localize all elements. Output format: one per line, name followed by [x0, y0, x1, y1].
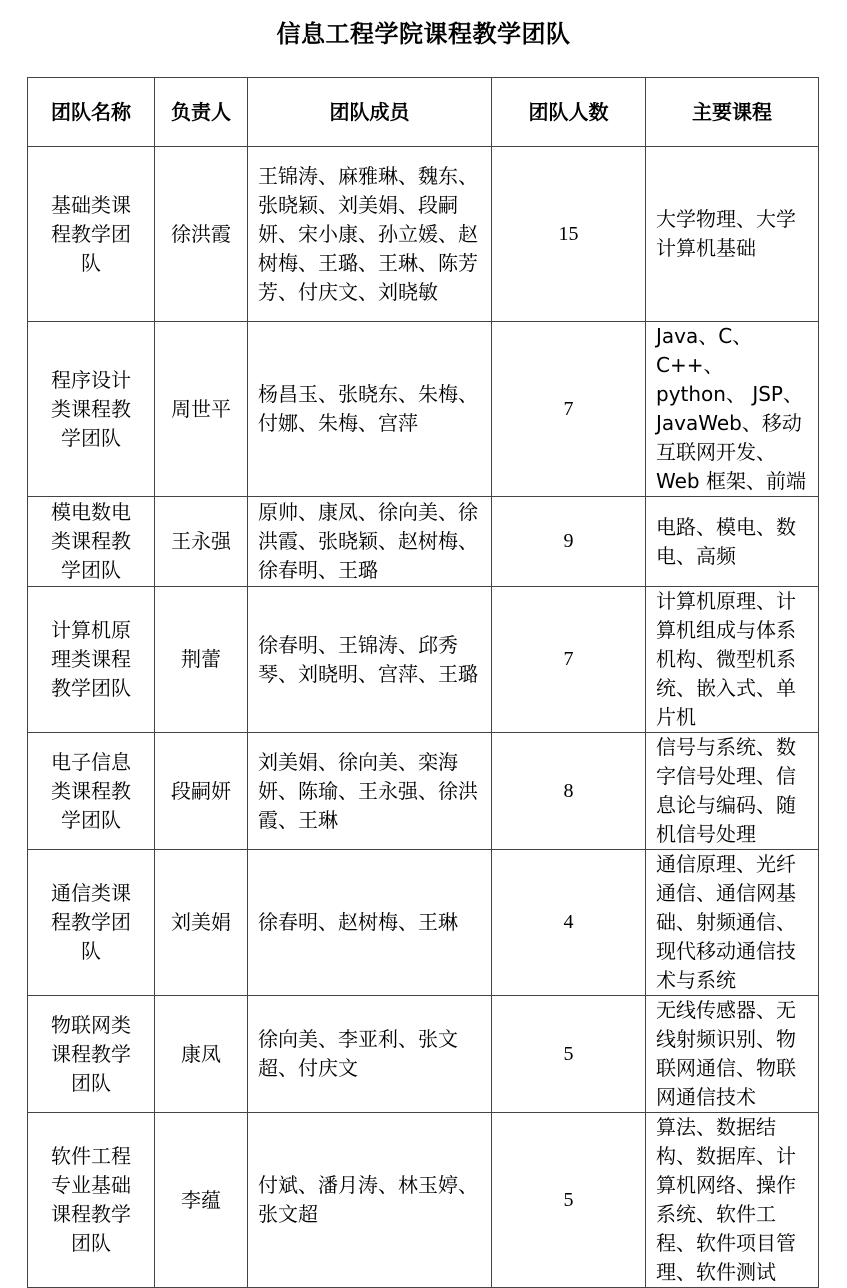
teams-table — [27, 77, 819, 1288]
team-members: 徐春明、赵树梅、王琳 — [248, 850, 492, 996]
team-leader: 康凤 — [155, 996, 248, 1113]
team-courses: Java、C、C++、python、 JSP、JavaWeb、移动互联网开发、Web 框架、前端 — [646, 322, 819, 497]
team-name: 软件工程专业基础课程教学团队 — [51, 1144, 131, 1255]
team-courses: 信号与系统、数字信号处理、信息论与编码、随机信号处理 — [646, 733, 819, 850]
table-row — [28, 497, 819, 587]
team-name: 模电数电类课程教学团队 — [51, 500, 131, 582]
team-members: 刘美娟、徐向美、栾海妍、陈瑜、王永强、徐洪霞、王琳 — [248, 733, 492, 850]
header-members: 团队成员 — [248, 78, 492, 147]
team-members: 徐春明、王锦涛、邱秀琴、刘晓明、宫萍、王璐 — [248, 587, 492, 733]
team-name: 通信类课程教学团队 — [51, 881, 131, 963]
team-leader: 李蕴 — [155, 1113, 248, 1288]
team-members: 王锦涛、麻雅琳、魏东、张晓颖、刘美娟、段嗣妍、宋小康、孙立媛、赵树梅、王璐、王琳、陈芳芳、付庆文、刘晓敏 — [248, 147, 492, 322]
team-name: 程序设计类课程教学团队 — [51, 367, 131, 450]
table-row — [28, 587, 819, 733]
header-courses: 主要课程 — [646, 78, 819, 147]
page-title: 信息工程学院课程教学团队 — [276, 20, 571, 48]
team-name: 基础类课程教学团队 — [51, 192, 131, 275]
team-count: 7 — [492, 322, 646, 497]
header-row — [28, 78, 819, 147]
team-courses: 计算机原理、计算机组成与体系机构、微型机系统、嵌入式、单片机 — [646, 587, 819, 733]
team-leader: 周世平 — [155, 322, 248, 497]
team-members: 原帅、康凤、徐向美、徐洪霞、张晓颖、赵树梅、徐春明、王璐 — [248, 497, 492, 587]
team-name: 电子信息类课程教学团队 — [51, 749, 131, 832]
team-members: 付斌、潘月涛、林玉婷、张文超 — [248, 1113, 492, 1288]
table-row — [28, 1113, 819, 1288]
team-courses: 算法、数据结构、数据库、计算机网络、操作系统、软件工程、软件项目管理、软件测试 — [646, 1113, 819, 1288]
team-count: 15 — [492, 147, 646, 322]
team-count: 7 — [492, 587, 646, 733]
team-courses: 无线传感器、无线射频识别、物联网通信、物联网通信技术 — [646, 996, 819, 1113]
team-count: 9 — [492, 497, 646, 587]
table-row — [28, 322, 819, 497]
team-leader: 段嗣妍 — [155, 733, 248, 850]
team-leader: 刘美娟 — [155, 850, 248, 996]
team-count: 5 — [492, 996, 646, 1113]
table-row — [28, 733, 819, 850]
team-leader: 王永强 — [155, 497, 248, 587]
team-count: 8 — [492, 733, 646, 850]
team-members: 徐向美、李亚利、张文超、付庆文 — [248, 996, 492, 1113]
team-count: 4 — [492, 850, 646, 996]
header-team-name: 团队名称 — [28, 78, 155, 147]
team-courses: 电路、模电、数电、高频 — [646, 497, 819, 587]
team-count: 5 — [492, 1113, 646, 1288]
team-leader: 荆蕾 — [155, 587, 248, 733]
table-row — [28, 850, 819, 996]
team-courses: 大学物理、大学计算机基础 — [646, 147, 819, 322]
team-members: 杨昌玉、张晓东、朱梅、付娜、朱梅、宫萍 — [248, 322, 492, 497]
table-row — [28, 147, 819, 322]
header-count: 团队人数 — [492, 78, 646, 147]
header-leader: 负责人 — [155, 78, 248, 147]
table-row — [28, 996, 819, 1113]
team-name: 计算机原理类课程教学团队 — [51, 618, 131, 700]
team-name: 物联网类课程教学团队 — [51, 1012, 131, 1095]
team-courses: 通信原理、光纤通信、通信网基础、射频通信、现代移动通信技术与系统 — [646, 850, 819, 996]
team-leader: 徐洪霞 — [155, 147, 248, 322]
